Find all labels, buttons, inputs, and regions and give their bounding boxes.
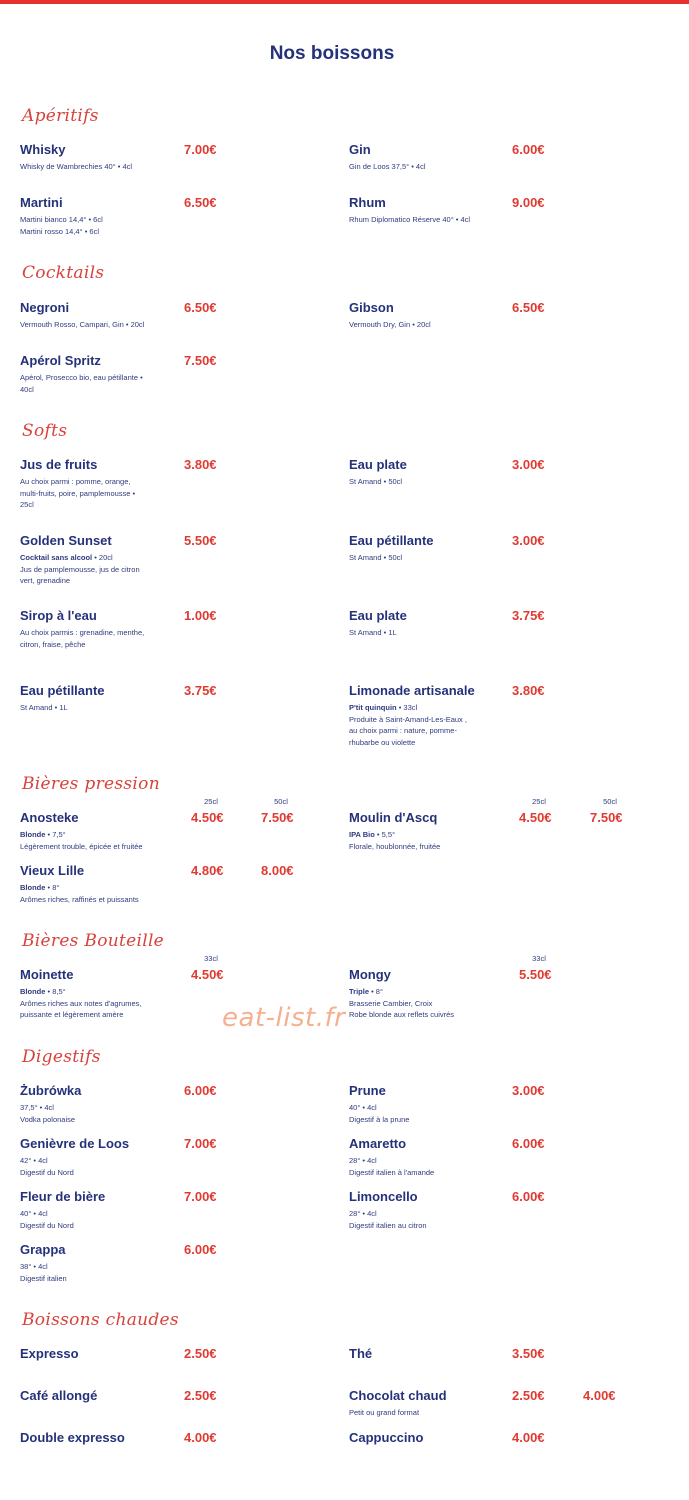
item-specs: • 8° xyxy=(369,987,383,996)
item-description-line: rhubarbe ou violette xyxy=(349,737,416,747)
menu-item xyxy=(349,1083,649,1125)
item-price: 2.50€ xyxy=(184,1388,217,1403)
menu-item xyxy=(20,142,320,173)
item-description-line: Digestif italien xyxy=(20,1273,67,1283)
item-description xyxy=(349,1208,499,1231)
menu-item xyxy=(349,300,649,331)
item-description-line: 28° • 4cl xyxy=(349,1209,377,1218)
item-name: Genièvre de Loos xyxy=(20,1136,130,1151)
menu-item xyxy=(349,1136,649,1178)
item-name: Eau pétillante xyxy=(20,683,105,698)
item-description-line: au choix parmi : nature, pomme- xyxy=(349,726,457,735)
watermark: eat-list.fr xyxy=(222,1003,346,1033)
item-price: 2.50€ xyxy=(184,1346,217,1361)
section-title: Apéritifs xyxy=(22,106,99,126)
item-specs: • 5,5° xyxy=(374,830,396,839)
item-description-line: 37,5° • 4cl xyxy=(20,1103,54,1112)
item-description xyxy=(349,1407,499,1419)
item-price: 3.00€ xyxy=(512,457,545,472)
page-title: Nos boissons xyxy=(269,43,395,64)
item-price: 6.50€ xyxy=(184,300,217,315)
item-name: Żubrówka xyxy=(20,1083,82,1098)
item-price-large: 7.50€ xyxy=(261,810,294,825)
item-price: 7.00€ xyxy=(184,1189,217,1204)
menu-item xyxy=(20,300,320,331)
item-name: Whisky xyxy=(20,142,66,157)
item-description xyxy=(20,1102,170,1125)
item-price: 7.00€ xyxy=(184,142,217,157)
item-description xyxy=(20,882,170,905)
item-description-line: Arômes riches, raffinés et puissants xyxy=(20,894,139,904)
item-description-line: Digestif italien au citron xyxy=(349,1220,427,1230)
menu-item xyxy=(20,1242,320,1284)
item-description xyxy=(20,476,170,511)
item-description-line: Florale, houblonnée, fruitée xyxy=(349,841,441,851)
menu-item xyxy=(349,142,649,173)
item-name: Apérol Spritz xyxy=(20,353,101,368)
item-price-small: 4.80€ xyxy=(191,863,224,878)
menu-item xyxy=(20,533,320,587)
item-tagline xyxy=(20,986,170,998)
menu-item xyxy=(20,1388,320,1404)
item-name: Double expresso xyxy=(20,1430,125,1445)
size-label: 25cl xyxy=(532,797,546,806)
item-style: Blonde xyxy=(20,987,46,996)
section-title: Bières pression xyxy=(22,774,160,794)
item-description-line: 40° • 4cl xyxy=(20,1209,48,1218)
item-description xyxy=(349,476,499,488)
item-specs: • 20cl xyxy=(92,553,113,562)
item-price-small: 4.50€ xyxy=(191,967,224,982)
item-description-line: Digestif à la prune xyxy=(349,1114,410,1124)
item-name: Gin xyxy=(349,142,371,157)
item-description-line: Vodka polonaise xyxy=(20,1114,76,1124)
item-description-line: Brasserie Cambier, Croix xyxy=(349,998,433,1008)
item-name: Vieux Lille xyxy=(20,863,85,878)
item-name: Fleur de bière xyxy=(20,1189,106,1204)
item-tagline xyxy=(349,986,499,998)
item-description xyxy=(20,1261,170,1284)
menu-item xyxy=(20,1189,320,1231)
item-description xyxy=(349,829,499,852)
item-name: Limoncello xyxy=(349,1189,418,1204)
item-description-line: St Amand • 50cl xyxy=(349,553,403,562)
item-price: 4.00€ xyxy=(512,1430,545,1445)
item-description-line: Martini bianco 14,4° • 6cl xyxy=(20,215,103,224)
item-price: 3.50€ xyxy=(512,1346,545,1361)
item-description-line: St Amand • 1L xyxy=(20,703,68,712)
item-price: 3.80€ xyxy=(184,457,217,472)
item-description-line: St Amand • 50cl xyxy=(349,477,403,486)
item-description-line: 25cl xyxy=(20,500,34,509)
menu-item xyxy=(349,967,649,1021)
item-description-line: Gin de Loos 37,5° • 4cl xyxy=(349,162,426,171)
item-price-large: 8.00€ xyxy=(261,863,294,878)
item-name: Grappa xyxy=(20,1242,66,1257)
size-label: 25cl xyxy=(204,797,218,806)
item-description-line: Petit ou grand format xyxy=(349,1408,420,1417)
item-description-line: 40cl xyxy=(20,384,34,394)
item-tagline xyxy=(349,829,499,841)
item-description-line: puissante et légèrement amère xyxy=(20,1010,124,1019)
item-specs: • 8,5° xyxy=(45,987,66,996)
item-description xyxy=(349,319,499,331)
item-price: 6.00€ xyxy=(184,1242,217,1257)
item-description xyxy=(20,161,170,173)
item-tagline xyxy=(349,702,499,714)
item-price: 3.75€ xyxy=(512,608,545,623)
size-label: 33cl xyxy=(204,954,218,963)
item-specs: • 7,5° xyxy=(45,830,66,839)
menu-item xyxy=(20,1430,320,1446)
item-name: Eau plate xyxy=(349,457,407,472)
item-description-line: Robe blonde aux reflets cuivrés xyxy=(349,1010,455,1019)
item-price: 6.50€ xyxy=(512,300,545,315)
item-description xyxy=(349,1102,499,1125)
item-name: Thé xyxy=(349,1346,373,1361)
item-description xyxy=(20,214,170,237)
item-style: Cocktail sans alcool xyxy=(20,553,93,562)
item-price-small: 4.50€ xyxy=(191,810,224,825)
item-price-large: 4.00€ xyxy=(583,1388,616,1403)
item-description xyxy=(20,319,170,331)
item-name: Eau pétillante xyxy=(349,533,434,548)
item-description xyxy=(349,552,499,564)
menu-item xyxy=(349,195,649,226)
menu-item xyxy=(20,1136,320,1178)
item-name: Jus de fruits xyxy=(20,457,98,472)
item-description-line: citron, fraise, pêche xyxy=(20,639,86,649)
menu-item xyxy=(349,608,649,639)
item-name: Rhum xyxy=(349,195,386,210)
item-description xyxy=(349,627,499,639)
item-description xyxy=(349,214,499,226)
item-specs: • 8° xyxy=(45,883,60,892)
size-label: 50cl xyxy=(603,797,617,806)
section-title: Bières Bouteille xyxy=(22,931,165,951)
item-name: Gibson xyxy=(349,300,394,315)
item-price: 6.00€ xyxy=(184,1083,217,1098)
item-name: Moulin d'Ascq xyxy=(349,810,438,825)
item-description xyxy=(349,1155,499,1178)
item-name: Sirop à l'eau xyxy=(20,608,97,623)
item-price: 6.00€ xyxy=(512,1189,545,1204)
menu-item xyxy=(20,683,320,714)
section-title: Boissons chaudes xyxy=(22,1310,179,1330)
item-style: Blonde xyxy=(20,883,46,892)
item-description xyxy=(20,627,170,650)
item-price: 5.50€ xyxy=(184,533,217,548)
item-price: 6.50€ xyxy=(184,195,217,210)
item-description-line: Digestif du Nord xyxy=(20,1220,74,1230)
item-price: 4.00€ xyxy=(184,1430,217,1445)
item-style: Blonde xyxy=(20,830,46,839)
item-price: 3.00€ xyxy=(512,533,545,548)
item-description-line: Au choix parmis : grenadine, menthe, xyxy=(20,628,145,637)
item-price: 3.75€ xyxy=(184,683,217,698)
item-description-line: 28° • 4cl xyxy=(349,1156,377,1165)
item-description-line: St Amand • 1L xyxy=(349,628,397,637)
section-title: Cocktails xyxy=(22,263,105,283)
item-price-small: 5.50€ xyxy=(519,967,552,982)
item-description xyxy=(349,161,499,173)
item-price-small: 4.50€ xyxy=(519,810,552,825)
menu-item xyxy=(20,608,320,650)
item-tagline xyxy=(20,882,170,894)
item-description-line: Martini rosso 14,4° • 6cl xyxy=(20,226,99,236)
item-price: 6.00€ xyxy=(512,1136,545,1151)
item-description-line: Digestif italien à l'amande xyxy=(349,1167,435,1177)
item-name: Amaretto xyxy=(349,1136,407,1151)
item-style: Triple xyxy=(349,987,370,996)
menu-item xyxy=(349,1346,649,1362)
item-style: P'tit quinquin xyxy=(349,703,397,712)
item-description xyxy=(20,372,170,395)
item-name: Moinette xyxy=(20,967,74,982)
item-description xyxy=(20,1208,170,1231)
item-name: Eau plate xyxy=(349,608,407,623)
item-price: 9.00€ xyxy=(512,195,545,210)
item-price: 6.00€ xyxy=(512,142,545,157)
item-description-line: Apérol, Prosecco bio, eau pétillante • xyxy=(20,373,143,382)
item-name: Anosteke xyxy=(20,810,79,825)
item-description-line: Vermouth Rosso, Campari, Gin • 20cl xyxy=(20,320,145,329)
item-description-line: Rhum Diplomatico Réserve 40° • 4cl xyxy=(349,215,471,224)
item-description-line: Légèrement trouble, épicée et fruitée xyxy=(20,841,143,851)
item-style: IPA Bio xyxy=(349,830,375,839)
item-price-large: 7.50€ xyxy=(590,810,623,825)
menu-item xyxy=(349,1430,649,1446)
item-description-line: 38° • 4cl xyxy=(20,1262,48,1271)
item-description xyxy=(20,552,170,587)
item-description-line: Arômes riches aux notes d'agrumes, xyxy=(20,998,142,1008)
item-name: Martini xyxy=(20,195,63,210)
item-description xyxy=(20,986,170,1021)
item-description xyxy=(20,1155,170,1178)
item-description-line: Au choix parmi : pomme, orange, xyxy=(20,477,131,486)
item-price: 7.50€ xyxy=(184,353,217,368)
item-description-line: multi-fruits, poire, pamplemousse • xyxy=(20,488,136,498)
item-name: Negroni xyxy=(20,300,70,315)
menu-item xyxy=(20,1083,320,1125)
item-name: Prune xyxy=(349,1083,386,1098)
item-tagline xyxy=(20,552,170,564)
item-description xyxy=(20,702,170,714)
item-description-line: Whisky de Wambrechies 40° • 4cl xyxy=(20,162,133,171)
item-name: Café allongé xyxy=(20,1388,98,1403)
item-name: Expresso xyxy=(20,1346,79,1361)
item-price: 3.80€ xyxy=(512,683,545,698)
item-description-line: vert, grenadine xyxy=(20,576,71,585)
item-name: Mongy xyxy=(349,967,391,982)
top-accent-bar xyxy=(0,0,689,4)
size-label: 33cl xyxy=(532,954,546,963)
menu-item xyxy=(349,683,649,748)
item-description-line: Jus de pamplemousse, jus de citron xyxy=(20,564,140,574)
item-name: Limonade artisanale xyxy=(349,683,475,698)
item-name: Golden Sunset xyxy=(20,533,112,548)
item-specs: • 33cl xyxy=(396,703,418,712)
item-name: Chocolat chaud xyxy=(349,1388,447,1403)
menu-item xyxy=(20,353,320,395)
menu-item xyxy=(349,533,649,564)
item-description-line: 42° • 4cl xyxy=(20,1156,48,1165)
item-description-line: Digestif du Nord xyxy=(20,1167,74,1177)
menu-item xyxy=(349,1189,649,1231)
item-description xyxy=(20,829,170,852)
item-price: 1.00€ xyxy=(184,608,217,623)
section-title: Softs xyxy=(22,421,68,441)
item-price: 3.00€ xyxy=(512,1083,545,1098)
item-description-line: Vermouth Dry, Gin • 20cl xyxy=(349,320,431,329)
item-description-line: 40° • 4cl xyxy=(349,1103,377,1112)
item-price-small: 2.50€ xyxy=(512,1388,545,1403)
item-price: 7.00€ xyxy=(184,1136,217,1151)
size-label: 50cl xyxy=(274,797,288,806)
item-tagline xyxy=(20,829,170,841)
item-description-line: Produite à Saint-Amand-Les-Eaux , xyxy=(349,714,467,724)
menu-item xyxy=(349,457,649,488)
menu-item xyxy=(20,457,320,511)
item-description xyxy=(349,702,499,748)
menu-item xyxy=(20,195,320,237)
item-name: Cappuccino xyxy=(349,1430,424,1445)
item-description xyxy=(349,986,499,1021)
section-title: Digestifs xyxy=(22,1047,101,1067)
menu-item xyxy=(20,1346,320,1362)
